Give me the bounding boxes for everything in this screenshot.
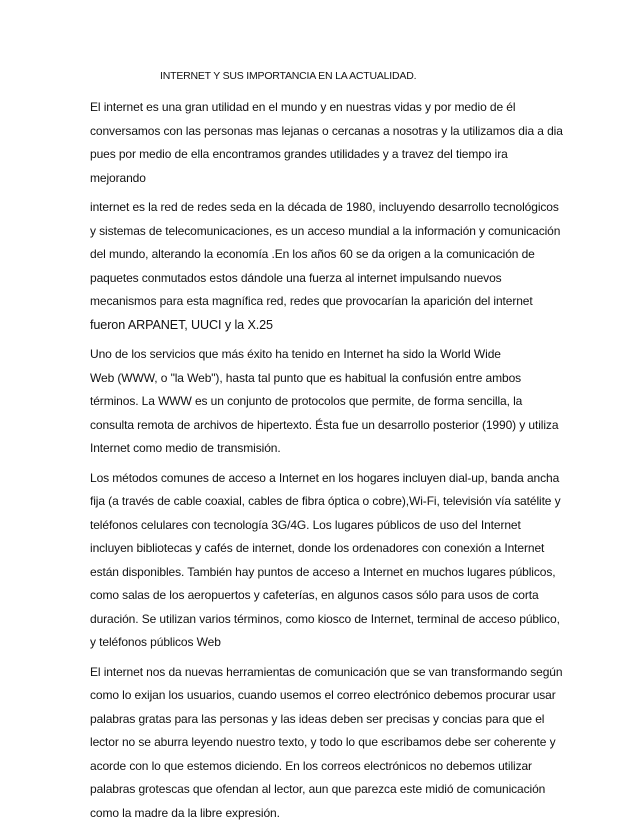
text-line: están disponibles. También hay puntos de acceso a Internet en muchos lugares públicos,	[90, 564, 556, 579]
text-line: fija (a través de cable coaxial, cables de fibra óptica o cobre),Wi-Fi, televisión vía satélite y	[90, 494, 561, 508]
text-line: internet es la red de redes seda en la década de 1980, incluyendo desarrollo tecnológicos	[90, 200, 559, 214]
text-line: lector no se aburra leyendo nuestro texto, y todo lo que escribamos debe ser coherente y	[90, 735, 556, 749]
text-line: como salas de los aeropuertos y cafeterías, en algunos casos sólo para usos de corta	[90, 588, 539, 602]
text-line: fueron ARPANET, UUCI y la X.25	[90, 317, 273, 332]
text-line: mejorando	[90, 170, 146, 185]
text-line: paquetes conmutados estos dándole una fuerza al internet impulsando nuevos	[90, 270, 502, 285]
paragraph-3	[90, 343, 560, 461]
text-line: como lo exijan los usuarios, cuando usemos el correo electrónico debemos procurar usar	[90, 688, 556, 702]
text-line: El internet es una gran utilidad en el mundo y en nuestras vidas y por medio de él	[90, 100, 516, 114]
text-line: Los métodos comunes de acceso a Internet en los hogares incluyen dial-up, banda ancha	[90, 470, 560, 485]
text-line: y teléfonos públicos Web	[90, 635, 221, 649]
text-line: y sistemas de telecomunicaciones, es un acceso mundial a la información y comunicación	[90, 223, 561, 238]
text-line: incluyen bibliotecas y cafés de internet, donde los ordenadores con conexión a Internet	[90, 541, 545, 555]
paragraph-4	[90, 467, 560, 655]
paragraph-5	[90, 661, 563, 826]
text-line: acorde con lo que estemos diciendo. En los correos electrónicos no debemos utilizar	[90, 758, 532, 773]
text-line: del mundo, alterando la economía .En los años 60 se da origen a la comunicación de	[90, 247, 535, 261]
text-line: consulta remota de archivos de hipertexto. Ésta fue un desarrollo posterior (1990) y utiliza	[90, 417, 559, 432]
text-line: pues por medio de ella encontramos grandes utilidades y a travez del tiempo ira	[90, 147, 508, 161]
paragraph-2	[90, 196, 560, 337]
text-line: palabras grotescas que ofendan al lector, aun que parezca este midió de comunicación	[90, 782, 546, 796]
text-line: conversamos con las personas mas lejanas o cercanas a nosotras y la utilizamos dia a dia	[90, 123, 563, 138]
text-line: El internet nos da nuevas herramientas de comunicación que se van transformando según	[90, 664, 563, 679]
text-line: duración. Se utilizan varios términos, como kiosco de Internet, terminal de acceso público,	[90, 611, 560, 626]
text-line: palabras gratas para las personas y las ideas deben ser precisas y concias para que el	[90, 711, 545, 726]
text-line: Uno de los servicios que más éxito ha tenido en Internet ha sido la World Wide	[90, 347, 501, 361]
text-line: términos. La WWW es un conjunto de protocolos que permite, de forma sencilla, la	[90, 394, 523, 408]
text-line: como la madre da la libre expresión.	[90, 805, 280, 820]
text-line: Internet como medio de transmisión.	[90, 441, 281, 455]
document-title: INTERNET Y SUS IMPORTANCIA EN LA ACTUALIDAD.	[160, 70, 417, 82]
text-line: Web (WWW, o "la Web"), hasta tal punto que es habitual la confusión entre ambos	[90, 370, 522, 385]
document-body	[90, 96, 563, 831]
paragraph-1	[90, 96, 563, 190]
text-line: teléfonos celulares con tecnología 3G/4G. Los lugares públicos de uso del Internet	[90, 517, 521, 532]
text-line: mecanismos para esta magnífica red, redes que provocarían la aparición del internet	[90, 294, 533, 308]
